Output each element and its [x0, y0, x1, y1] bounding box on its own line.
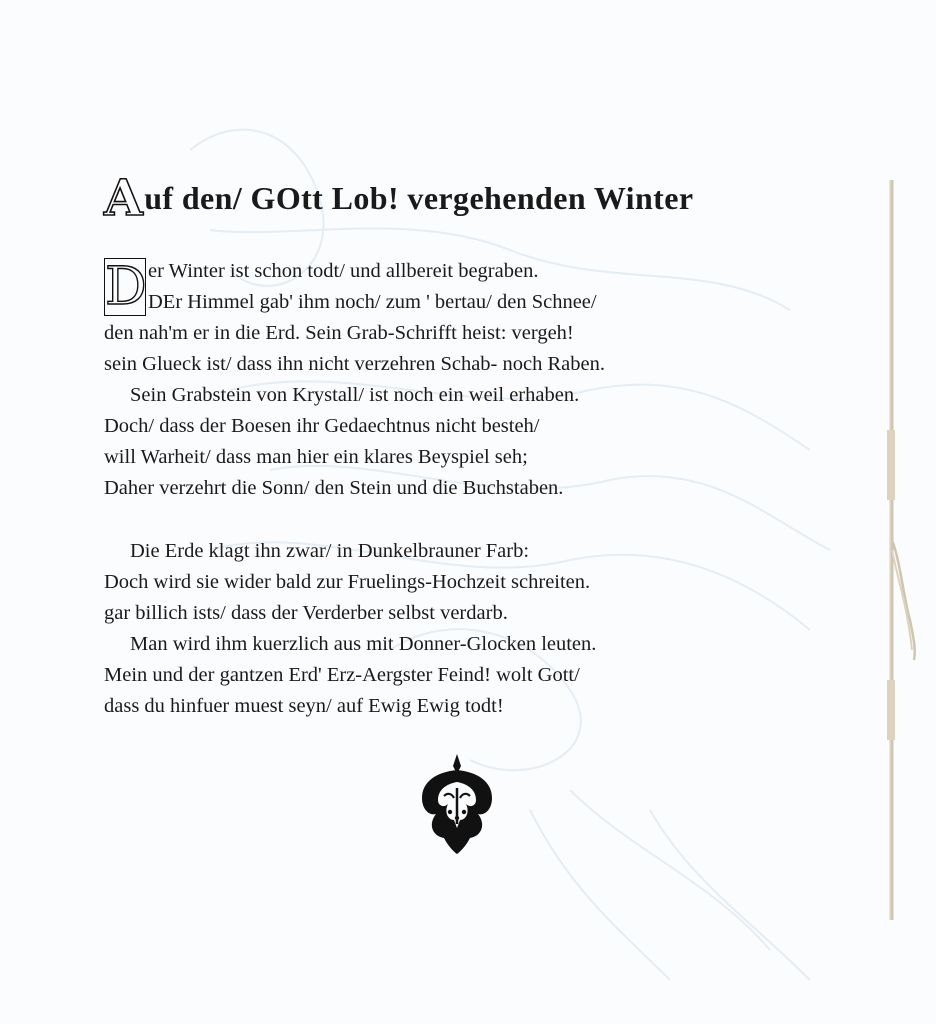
- fleuron-ornament-icon: [414, 752, 500, 856]
- poem-line: Doch wird sie wider bald zur Fruelings-Hochzeit schreiten.: [104, 571, 591, 593]
- poem-body: [104, 256, 824, 722]
- drop-cap: D: [105, 257, 147, 317]
- poem-line: Doch/ dass der Boesen ihr Gedaechtnus nicht besteh/: [104, 415, 540, 437]
- poem-line: DEr Himmel gab' ihm noch/ zum ' bertau/ den Schnee/: [148, 291, 597, 313]
- poem-line: Mein und der gantzen Erd' Erz-Aergster Feind! wolt Gott/: [104, 664, 580, 686]
- stanza-2: [104, 536, 824, 722]
- title-text: uf den/ GOtt Lob! vergehenden Winter: [144, 180, 694, 216]
- poem-line: will Warheit/ dass man hier ein klares Beyspiel seh;: [104, 446, 528, 468]
- title-initial: A: [104, 168, 144, 227]
- poem-line: gar billich ists/ dass der Verderber selbst verdarb.: [104, 602, 508, 624]
- poem-line: Man wird ihm kuerzlich aus mit Donner-Glocken leuten.: [130, 633, 597, 655]
- poem-title: [104, 168, 693, 227]
- poem-line: Sein Grabstein von Krystall/ ist noch ein weil erhaben.: [130, 384, 580, 406]
- poem-line: Daher verzehrt die Sonn/ den Stein und die Buchstaben.: [104, 477, 564, 499]
- poem-line: den nah'm er in die Erd. Sein Grab-Schrifft heist: vergeh!: [104, 322, 574, 344]
- poem-line: sein Glueck ist/ dass ihn nicht verzehren Schab- noch Raben.: [104, 353, 605, 375]
- binding-thread: [880, 180, 928, 920]
- stanza-1: [104, 256, 824, 504]
- poem-line: dass du hinfuer muest seyn/ auf Ewig Ewig todt!: [104, 695, 504, 717]
- poem-line: er Winter ist schon todt/ und allbereit begraben.: [148, 260, 539, 282]
- poem-line: Die Erde klagt ihn zwar/ in Dunkelbrauner Farb:: [130, 540, 530, 562]
- stanza-gap: [104, 504, 824, 536]
